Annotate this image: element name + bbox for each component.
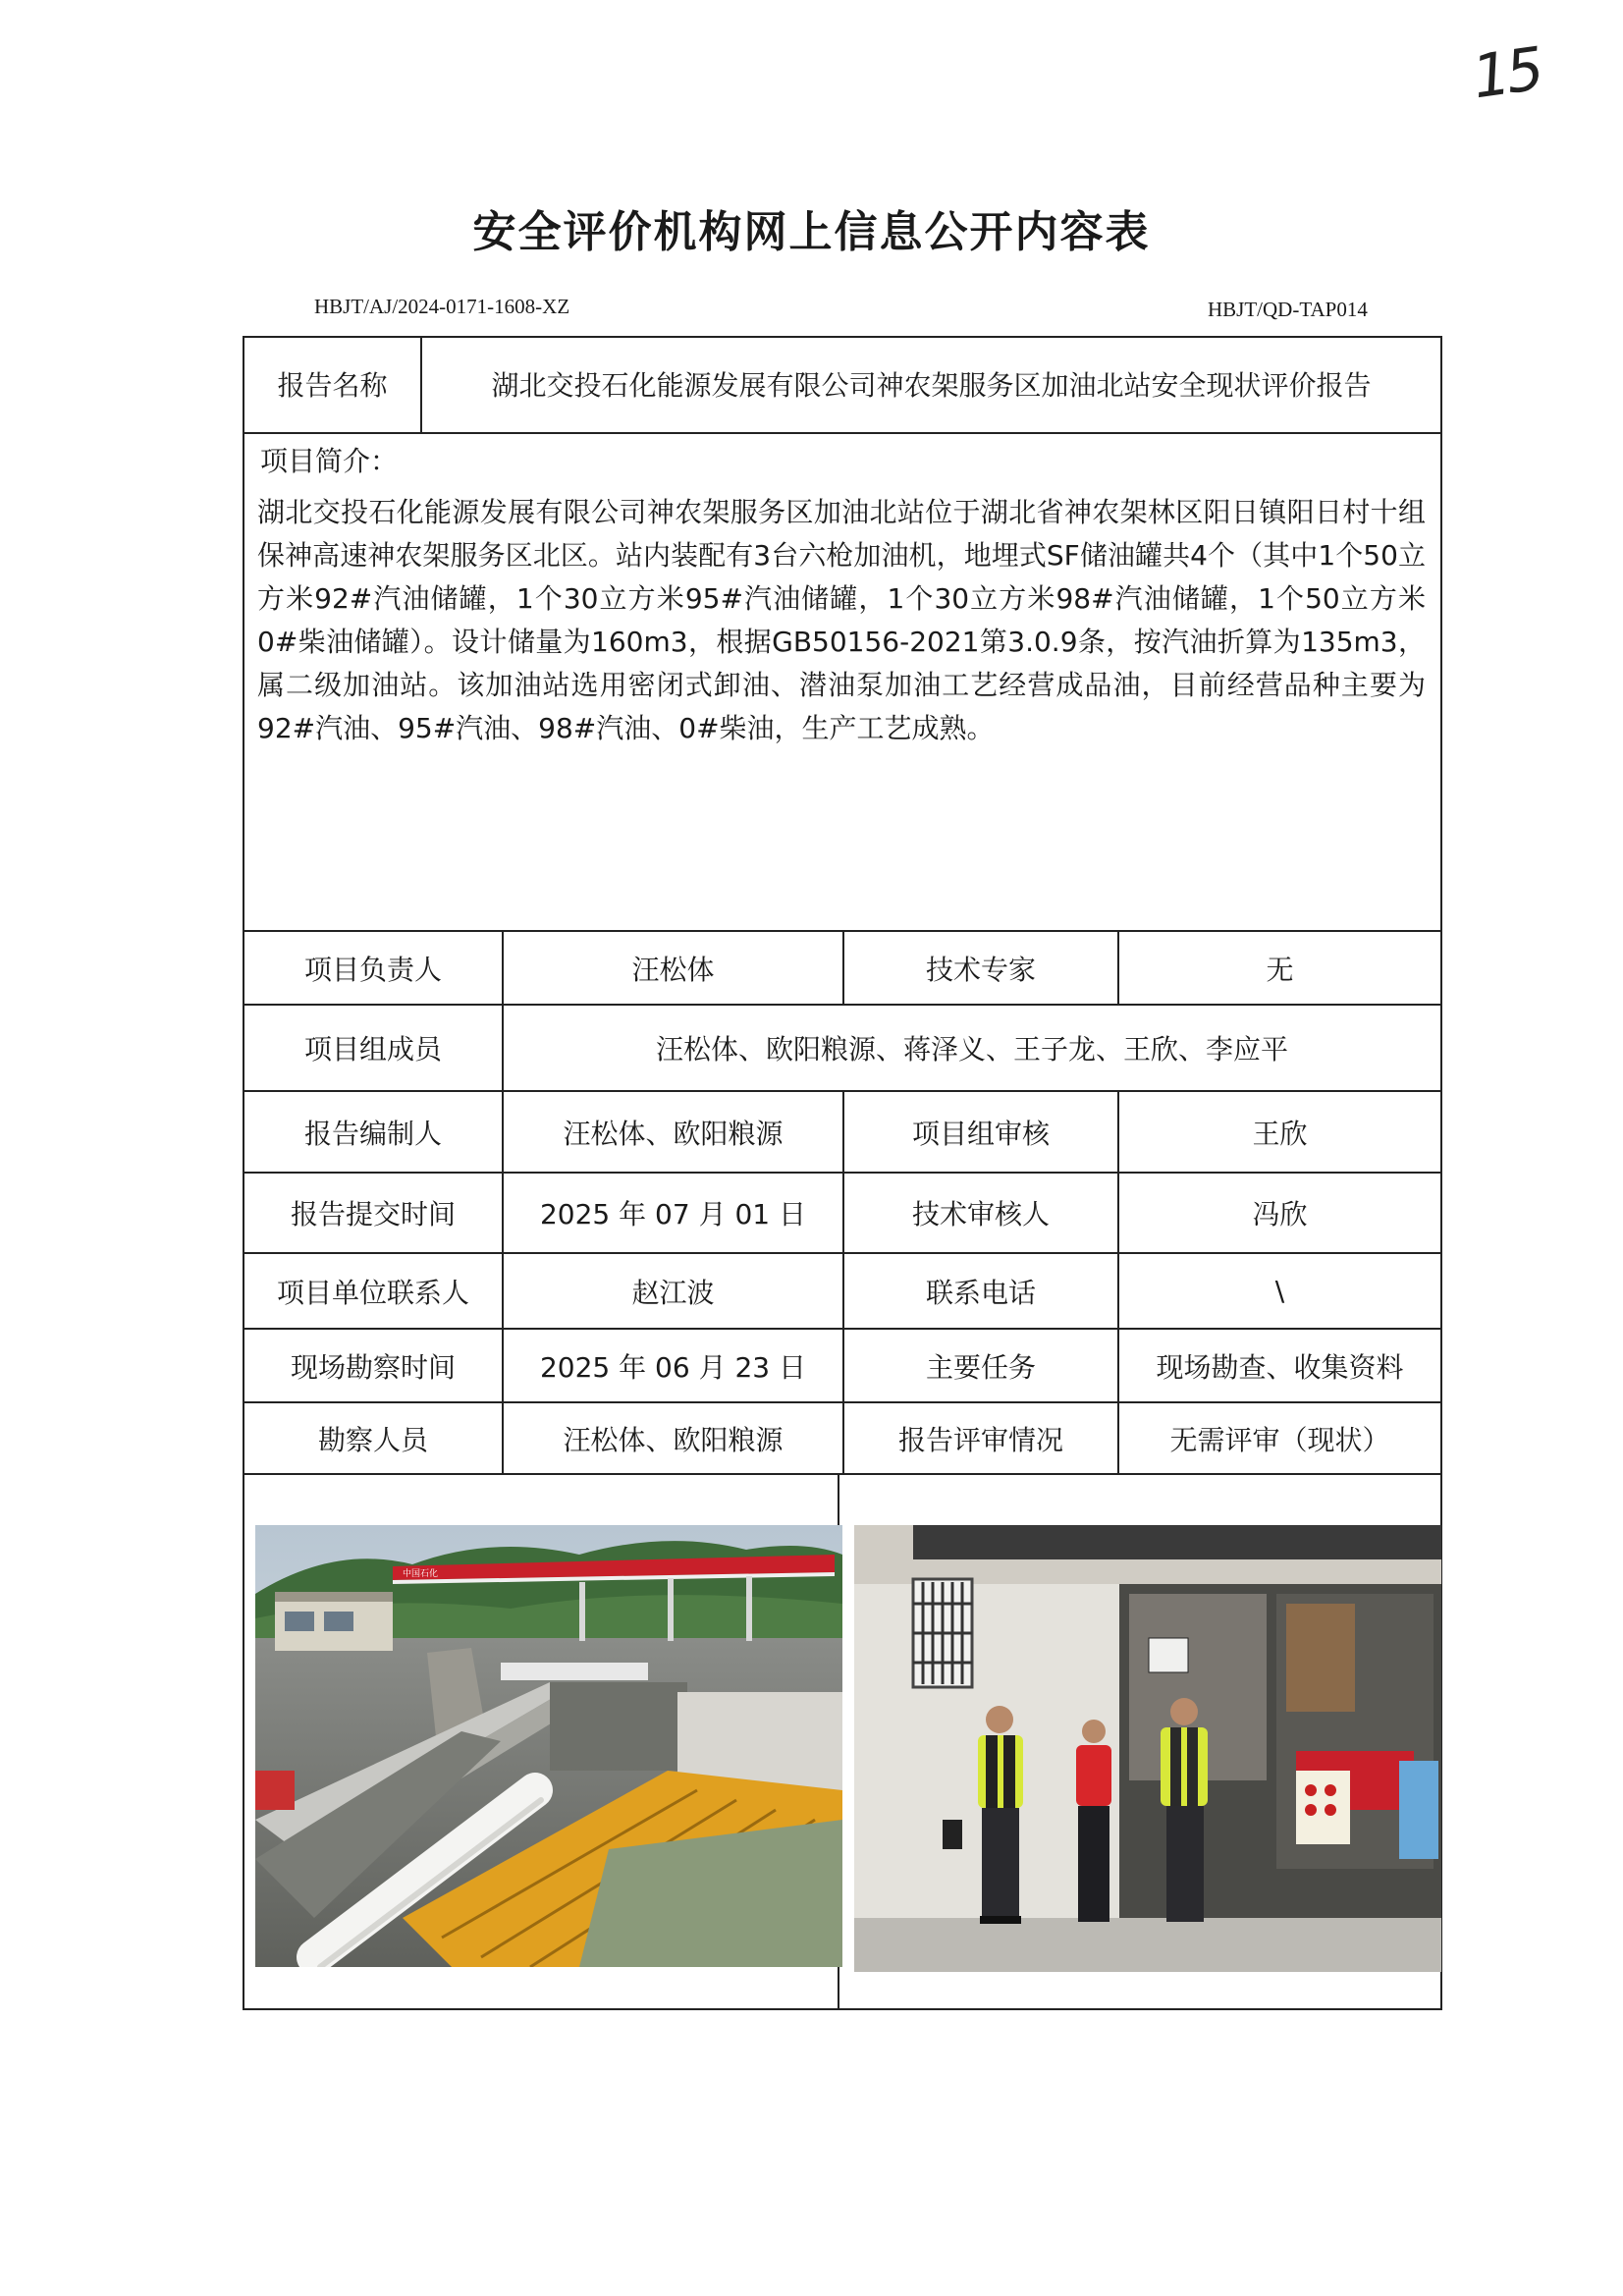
doc-code-left: HBJT/AJ/2024-0171-1608-XZ	[314, 295, 570, 318]
rule	[243, 1473, 1442, 1475]
eval-label: 报告评审情况	[897, 1423, 1063, 1456]
site-photo-team	[854, 1525, 1441, 1972]
rule	[243, 432, 1442, 434]
page-number: 15	[1468, 34, 1544, 113]
intro-label: 项目简介：	[260, 445, 399, 477]
tech-review-value: 冯欣	[1252, 1198, 1308, 1230]
tech-review-label: 技术审核人	[911, 1198, 1050, 1230]
phone-value: \	[1274, 1275, 1285, 1307]
eval-value: 无需评审（现状）	[1169, 1423, 1390, 1456]
page-title: 安全评价机构网上信息公开内容表	[472, 207, 1151, 257]
survey-time-value: 2025 年 06 月 23 日	[539, 1350, 807, 1384]
leader-value: 汪松体	[631, 953, 715, 986]
survey-time-label: 现场勘察时间	[290, 1350, 456, 1384]
expert-label: 技术专家	[925, 953, 1036, 986]
report-name: 湖北交投石化能源发展有限公司神农架服务区加油北站安全现状评价报告	[491, 369, 1372, 402]
expert-value: 无	[1266, 953, 1294, 986]
members-label: 项目组成员	[303, 1033, 442, 1066]
report-name-label: 报告名称	[277, 369, 388, 402]
contact-value: 赵江波	[631, 1276, 715, 1309]
intro-text: 湖北交投石化能源发展有限公司神农架服务区加油北站位于湖北省神农架林区阳日镇阳日村十组保神高速神农架服务区北区。站内装配有3台六枪加油机，地埋式SF储油罐共4个（其中1个50立方米92#汽油储罐，1个30立方米95#汽油储罐，1个30立方米98#汽油储罐，1个50立方米0#柴油储罐）。设计储量为160m3，根据GB50156-2021第3.0.9条，按汽油折算为135m3，属二级加油站。该加油站选用密闭式卸油、潜油泵加油工艺经营成品油，目前经营品种主要为92#汽油、95#汽油、98#汽油、0#柴油，生产工艺成熟。	[257, 496, 1426, 744]
surveyors-value: 汪松体、欧阳粮源	[563, 1423, 784, 1456]
site-photo-station	[255, 1525, 842, 1967]
surveyors-label: 勘察人员	[317, 1423, 428, 1456]
task-label: 主要任务	[925, 1350, 1036, 1384]
review-label: 项目组审核	[911, 1117, 1050, 1150]
review-value: 王欣	[1252, 1117, 1308, 1150]
phone-label: 联系电话	[925, 1276, 1036, 1309]
members-value: 汪松体、欧阳粮源、蒋泽义、王子龙、王欣、李应平	[655, 1033, 1288, 1066]
doc-code-right: HBJT/QD-TAP014	[1208, 298, 1368, 321]
task-value: 现场勘查、收集资料	[1156, 1350, 1404, 1384]
leader-label: 项目负责人	[303, 953, 442, 986]
station-sign: 中国石化	[403, 1569, 439, 1579]
submit-label: 报告提交时间	[290, 1198, 456, 1230]
submit-value: 2025 年 07 月 01 日	[539, 1198, 807, 1230]
author-label: 报告编制人	[303, 1117, 442, 1150]
author-value: 汪松体、欧阳粮源	[563, 1117, 784, 1150]
contact-label: 项目单位联系人	[276, 1276, 469, 1309]
